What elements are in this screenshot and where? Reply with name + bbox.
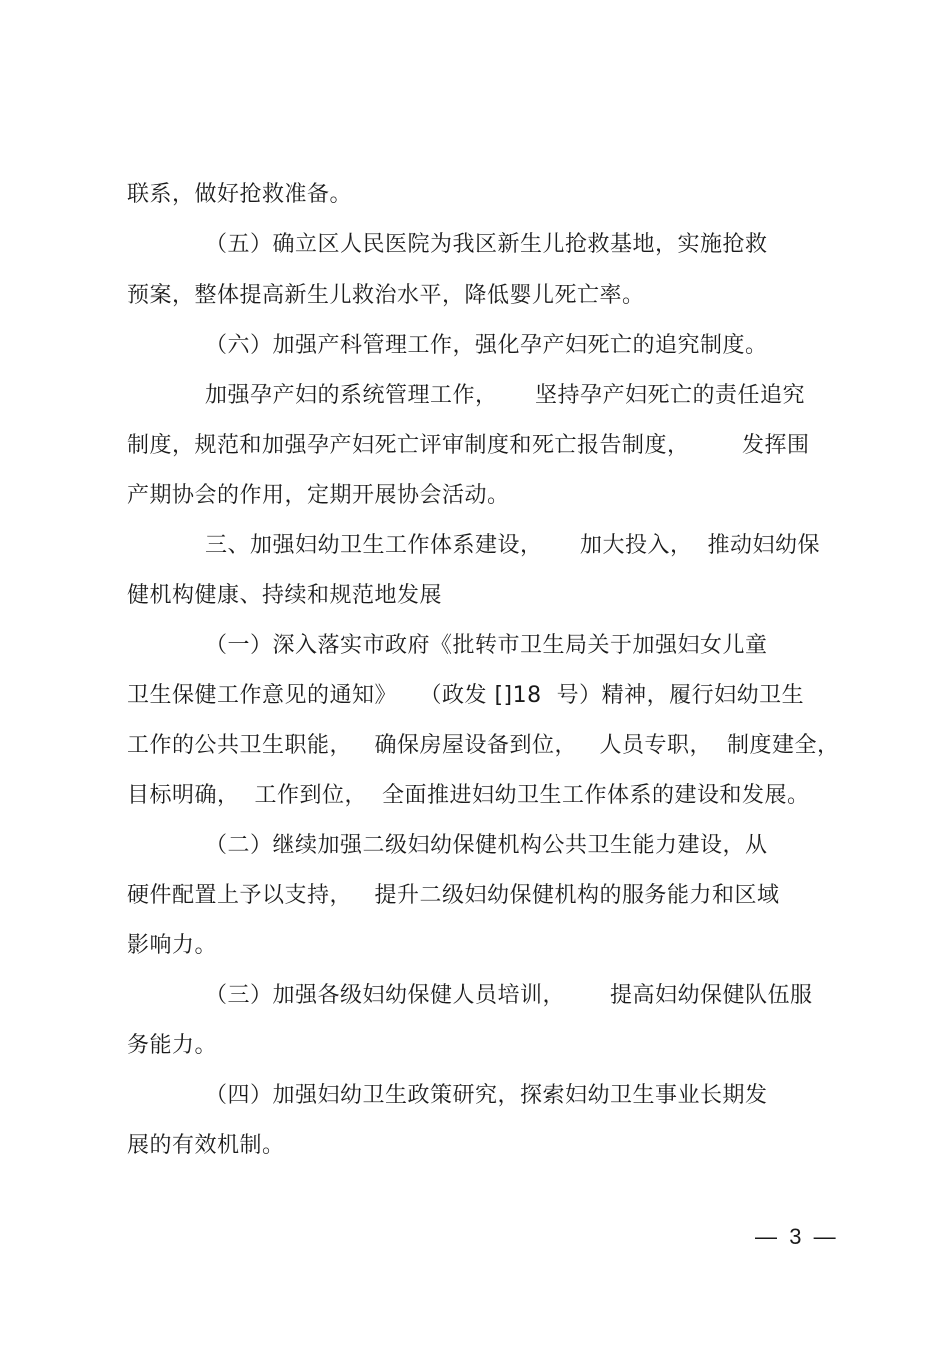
text-line: 硬件配置上予以支持， 提升二级妇幼保健机构的服务能力和区域 <box>127 883 780 908</box>
text-line: （四）加强妇幼卫生政策研究，探索妇幼卫生事业长期发 <box>205 1083 768 1108</box>
text-line: 目标明确， 工作到位， 全面推进妇幼卫生工作体系的建设和发展。 <box>127 783 810 808</box>
text-line: 产期协会的作用，定期开展协会活动。 <box>127 483 510 508</box>
text-line: 三、加强妇幼卫生工作体系建设， 加大投入， 推动妇幼保 <box>205 533 820 558</box>
text-line: （五）确立区人民医院为我区新生儿抢救基地，实施抢救 <box>205 232 768 257</box>
text-line: 联系，做好抢救准备。 <box>127 182 353 207</box>
text-line: （一）深入落实市政府《批转市卫生局关于加强妇女儿童 <box>205 633 768 658</box>
text-line: 卫生保健工作意见的通知》 （政发 []18 号）精神，履行妇幼卫生 <box>127 683 805 708</box>
text-line: 制度，规范和加强孕产妇死亡评审制度和死亡报告制度， 发挥围 <box>127 433 810 458</box>
text-line: 加强孕产妇的系统管理工作， 坚持孕产妇死亡的责任追究 <box>205 383 805 408</box>
text-line: 影响力。 <box>127 933 218 958</box>
text-line: （三）加强各级妇幼保健人员培训， 提高妇幼保健队伍服 <box>205 983 813 1008</box>
text-line: 展的有效机制。 <box>127 1133 285 1158</box>
text-line: 预案，整体提高新生儿救治水平，降低婴儿死亡率。 <box>127 283 645 308</box>
text-line: （六）加强产科管理工作，强化孕产妇死亡的追究制度。 <box>205 333 768 358</box>
text-line: 务能力。 <box>127 1033 218 1058</box>
page-number: — 3 — <box>755 1224 836 1249</box>
text-line: （二）继续加强二级妇幼保健机构公共卫生能力建设，从 <box>205 833 768 858</box>
text-line: 工作的公共卫生职能， 确保房屋设备到位， 人员专职， 制度建全， <box>127 733 840 758</box>
text-line: 健机构健康、持续和规范地发展 <box>127 583 443 608</box>
